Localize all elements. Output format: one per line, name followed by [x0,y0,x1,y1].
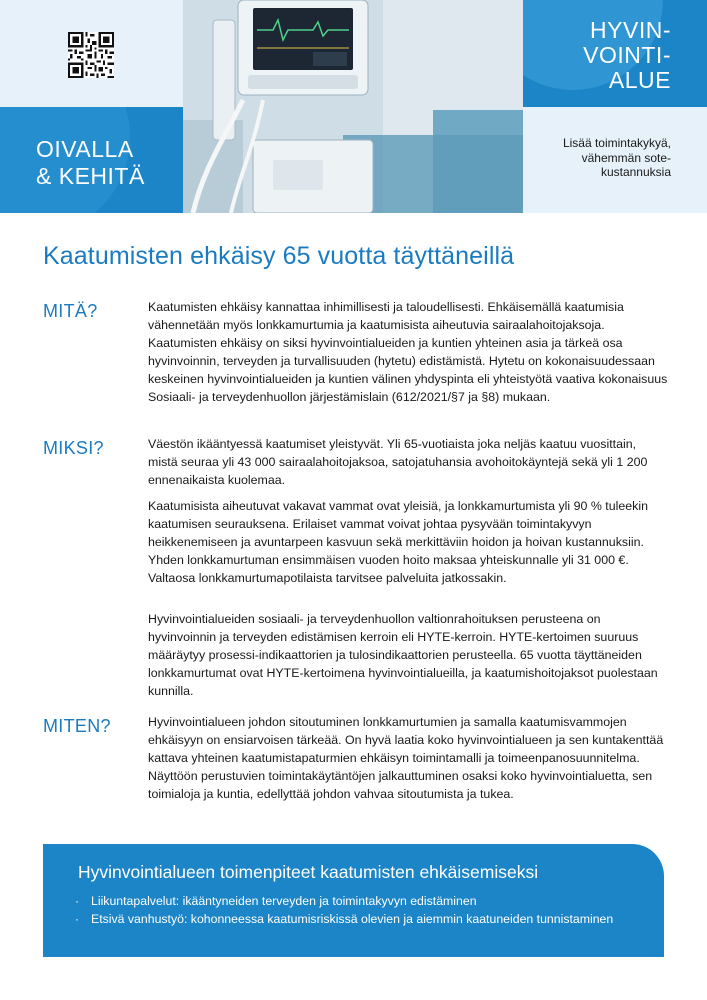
list-item [75,911,635,928]
bullet-icon: · [75,911,80,926]
bullet-icon: · [75,894,80,908]
section-heading-miten: MITEN? [43,716,111,736]
header-tagline: Lisää toimintakykyä, vähemmän sote-kustannuksia [562,136,671,179]
qr-code-icon[interactable] [68,32,114,78]
list-item-text: Etsivä vanhustyö: kohonneessa kaatumisriskissä olevien ja aiemmin kaatuneiden tunnistaminen [91,911,614,926]
section-heading-mita: MITÄ? [43,301,98,321]
list-item-text: Liikuntapalvelut: ikääntyneiden terveyden ja toimintakyvyn edistäminen [91,894,477,908]
header-left-top-panel [0,0,183,107]
miksi-paragraph-1: Väestön ikääntyessä kaatumiset yleistyvät. Yli 65-vuotiaista joka neljäs kaatuu vuosittain, mistä seuraa yli 43 000 sairaalahoitojaksoa, satojatuhansia avohoitokäyntejä sekä yli 1 200 ennenaikaista kuolemaa. [148,437,648,487]
measures-info-box [43,844,664,957]
page-title: Kaatumisten ehkäisy 65 vuotta täyttäneillä [43,242,515,270]
measures-list [75,893,635,928]
brand-logo-text: HYVIN- VOINTI- ALUE [583,17,671,93]
list-item [75,893,635,910]
info-box-title: Hyvinvointialueen toimenpiteet kaatumisten ehkäisemiseksi [78,862,539,882]
miksi-paragraph-3: Hyvinvointialueiden sosiaali- ja terveydenhuollon valtionrahoituksen perusteena on hyvinvoinnin ja terveyden edistämisen kerroin eli HYTE-kerroin. HYTE-kertoimen suuruus määräytyy prosessi-indikaattorien ja tulosindikaattorien perusteella. 65 vuotta täyttäneiden lonkkamurtumat ovat HYTE-kertoimena hyvinvointialueilla, ja kaatumishoitojaksot puolestaan kunnilla. [148,612,658,698]
left-tagline: OIVALLA & KEHITÄ [36,136,145,189]
mita-paragraph-1: Kaatumisten ehkäisy kannattaa inhimillisesti ja taloudellisesti. Ehkäisemällä kaatumisia vähennetään myös lonkkamurtumia ja kaatumisista aiheutuvia sairaalahoitojaksoja. Kaatumisten ehkäisy on siksi hyvinvointialueiden ja kuntien yhteinen asia ja tärkeä osa hyvinvoinnin, terveyden ja turvallisuuden (hytetu) edistämistä. Hytetu on kokonaisuudessaan keskeinen hyvinvointialueiden ja kuntien välinen yhdyspinta eli yhteistyötä vaativa kokonaisuus Sosiaali- ja terveydenhuollon järjestämislain (612/2021/§7 ja §8) mukaan. [148,300,668,404]
section-heading-miksi: MIKSI? [43,438,104,458]
header-banner [0,0,707,213]
miten-paragraph-1: Hyvinvointialueen johdon sitoutuminen lonkkamurtumien ja samalla kaatumisvammojen ehkäisyyn on ensiarvoisen tärkeää. On hyvä laatia koko hyvinvointialueen ja sen kuntakenttää kattava yhteinen kaatumistapaturmien ehkäisyn toimintamalli ja toimeenpanosuunnitelma. Näyttöön perustuvien toimintakäytäntöjen jalkauttuminen osaksi koko hyvinvointialuetta, sen toimialoja ja kuntia, edellyttää johdon vahvaa sitoutumista ja tukea. [148,715,664,801]
hospital-monitor-photo [183,0,523,213]
miksi-paragraph-2: Kaatumisista aiheutuvat vakavat vammat ovat yleisiä, ja lonkkamurtumista yli 90 % tuleekin kaatumisen seurauksena. Erilaiset vammat voivat johtaa pysyvään toimintakyvyn heikkenemiseen ja avuntarpeen kasvuun sekä merkittäviin hoidon ja hoivan kustannuksiin. Yhden lonkkamurtuman ensimmäisen vuoden hoito maksaa yhteiskunnalle yli 31 000 €. Valtaosa lonkkamurtumapotilaista tarvitsee palveluita jatkossakin. [148,499,648,585]
